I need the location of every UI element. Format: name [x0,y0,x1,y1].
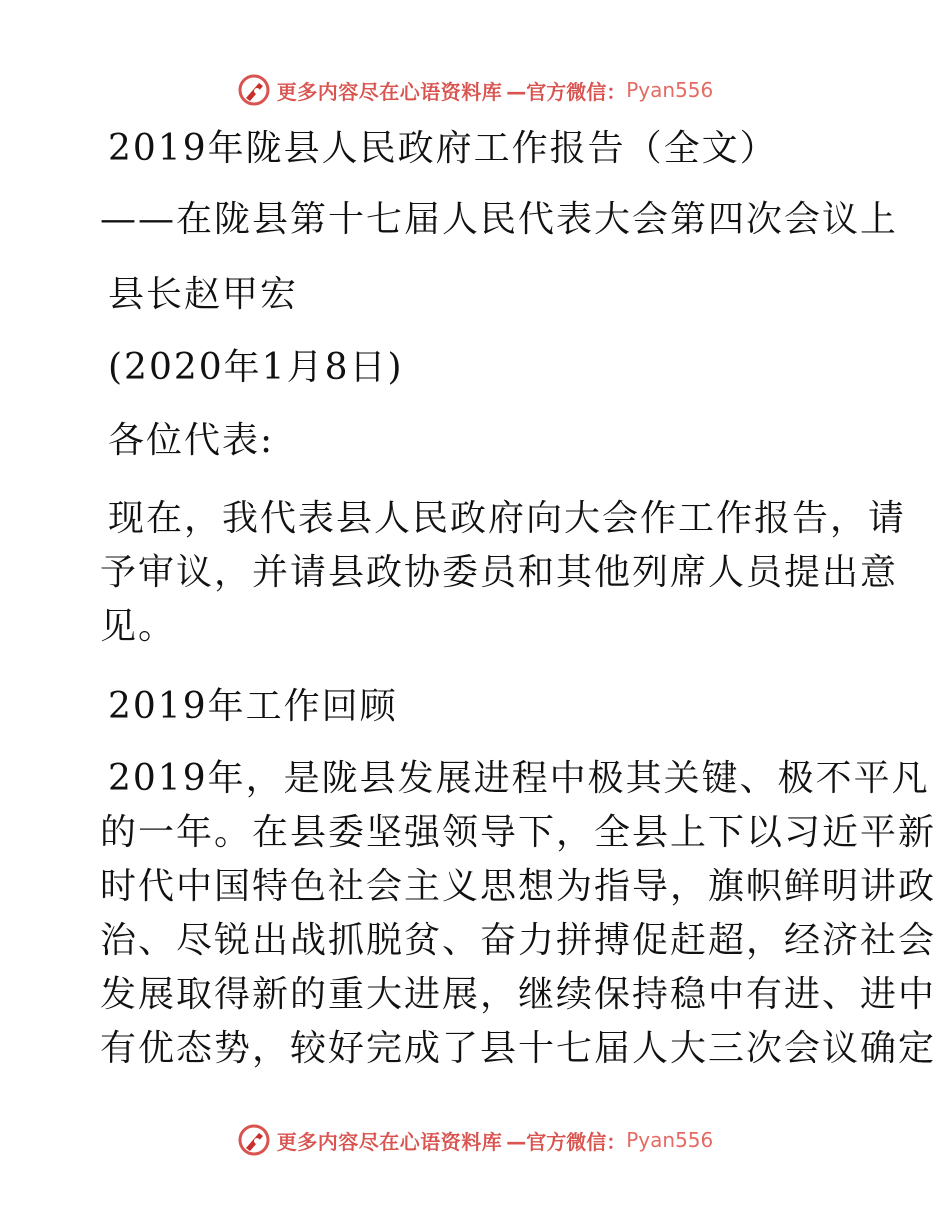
site-name: 更多内容尽在心语资料库 [276,1129,503,1154]
pen-logo-icon [237,1123,271,1157]
intro-line: 现在，我代表县人民政府向大会作工作报告，请 [108,498,907,539]
wechat-id: Pyan556 [626,1128,714,1152]
body-line: 2019年，是陇县发展进程中极其关键、极不平凡 [108,758,930,799]
body-line: 发展取得新的重大进展，继续保持稳中有进、进中 [100,974,937,1015]
intro-paragraph [100,492,907,654]
body-line: 治、尽锐出战抓脱贫、奋力拼搏促赶超，经济社会 [100,920,937,961]
wechat-id: Pyan556 [626,78,714,102]
intro-line: 见。 [100,606,177,647]
wechat-label: —官方微信： [506,79,627,104]
document-date: (2020年1月8日) [108,347,404,388]
speaker: 县长赵甲宏 [108,274,299,315]
site-name: 更多内容尽在心语资料库 [276,79,503,104]
document-title: 2019年陇县人民政府工作报告（全文） [108,128,778,169]
header-banner [0,70,950,110]
intro-line: 予审议，并请县政协委员和其他列席人员提出意 [100,552,899,593]
pen-logo-icon [237,73,271,107]
body-paragraph [100,752,937,1076]
body-line: 的一年。在县委坚强领导下，全县上下以习近平新 [100,812,937,853]
salutation: 各位代表: [108,420,275,461]
section-heading: 2019年工作回顾 [108,686,398,727]
document-subtitle: ——在陇县第十七届人民代表大会第四次会议上 [100,199,899,240]
footer-banner [0,1120,950,1160]
body-line: 时代中国特色社会主义思想为指导，旗帜鲜明讲政 [100,866,937,907]
wechat-label: —官方微信： [506,1129,627,1154]
body-line: 有优态势，较好完成了县十七届人大三次会议确定 [100,1028,937,1069]
